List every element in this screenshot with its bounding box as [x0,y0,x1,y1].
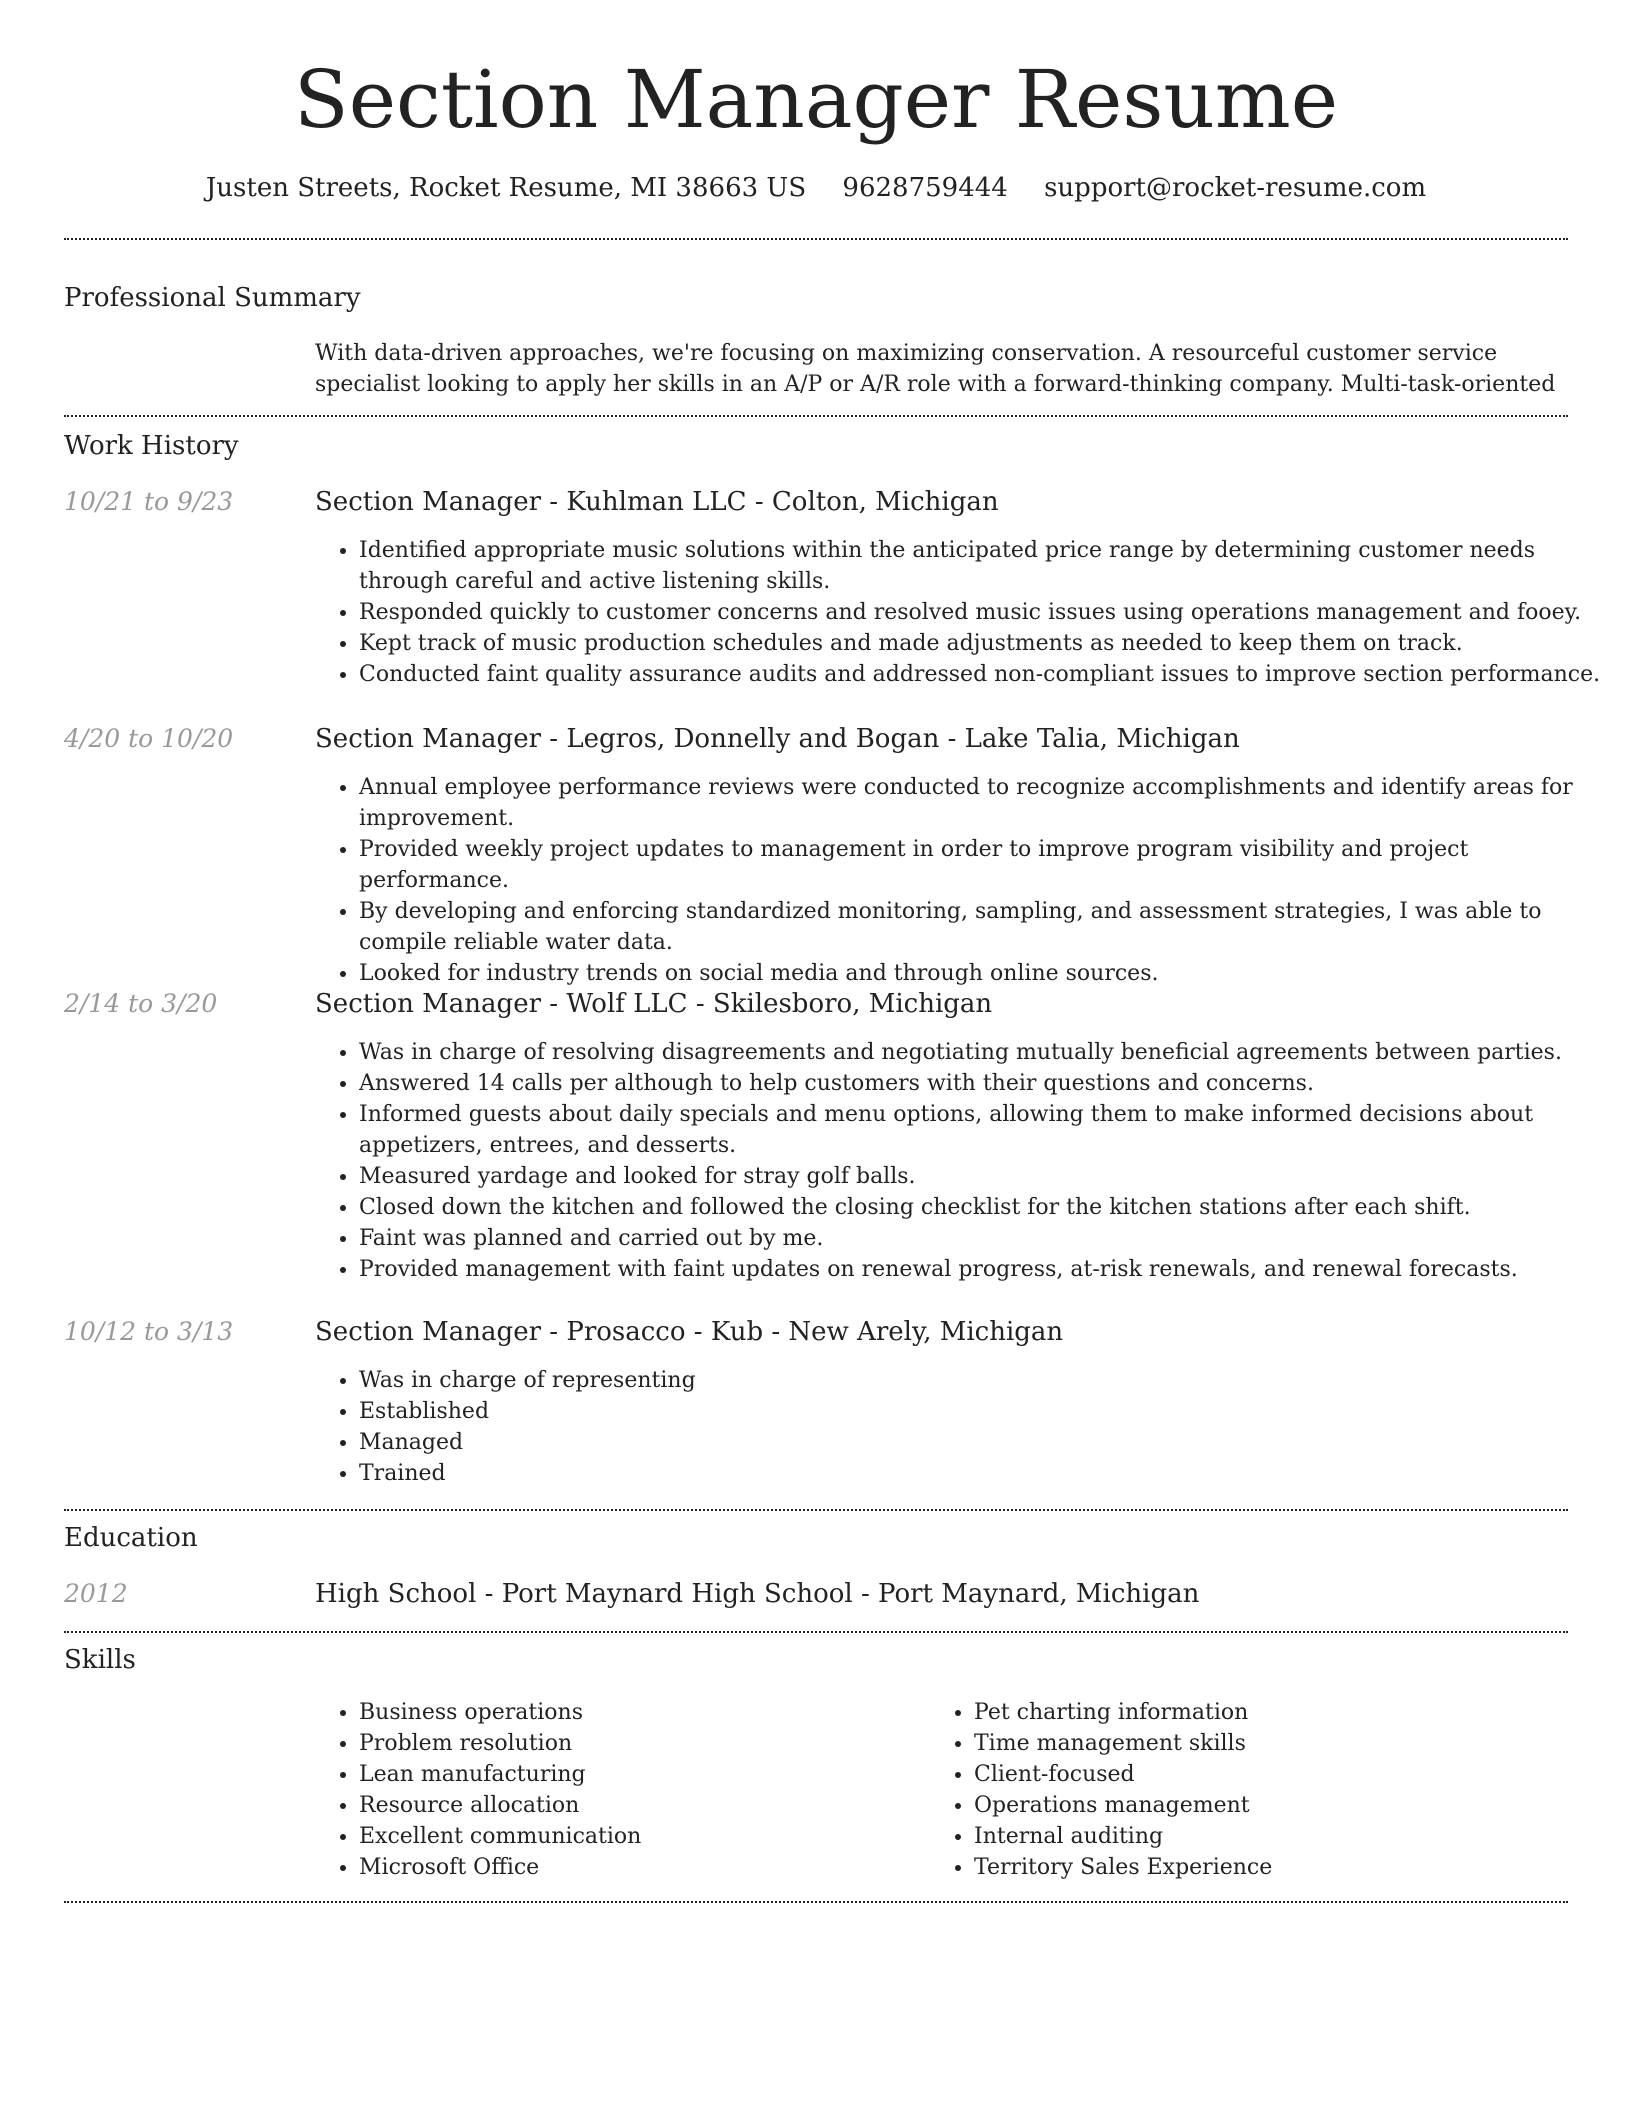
job-bullet: • Measured yardage and looked for stray golf balls. [359,1161,1609,1192]
skill-item: • Problem resolution [359,1728,919,1759]
job-bullet: • Faint was planned and carried out by me. [359,1223,1609,1254]
job-bullet: • Looked for industry trends on social media and through online sources. [359,958,1609,989]
job-bullet: • Identified appropriate music solutions within the anticipated price range by determining customer needs through careful and active listening skills. [359,535,1609,597]
section-divider [64,415,1568,417]
job-bullets [315,535,1609,690]
section-divider [64,238,1568,240]
job-bullet: • Established [359,1396,1609,1427]
skills-list-left [315,1697,919,1883]
job-bullets [315,772,1609,989]
skill-item: • Microsoft Office [359,1852,919,1883]
job-bullet: • Conducted faint quality assurance audits and addressed non-compliant issues to improve section performance. [359,659,1609,690]
skill-item: • Client-focused [974,1759,1534,1790]
section-divider [64,1509,1568,1511]
summary-text: With data-driven approaches, we're focusing on maximizing conservation. A resourceful customer service specialist looking to apply her skills in an A/P or A/R role with a forward-thinking company. Multi-task-oriented [315,341,1556,397]
job-bullet: • Annual employee performance reviews were conducted to recognize accomplishments and identify areas for improvement. [359,772,1609,834]
job-dates: 2/14 to 3/20 [64,989,218,1018]
skill-item: • Internal auditing [974,1821,1534,1852]
job-title: Section Manager - Legros, Donnelly and Bogan - Lake Talia, Michigan [315,724,1240,754]
job-bullet: • Responded quickly to customer concerns and resolved music issues using operations management and fooey. [359,597,1609,628]
job-bullet: • Managed [359,1427,1609,1458]
skill-item: • Territory Sales Experience [974,1852,1534,1883]
job-bullet: • Trained [359,1458,1609,1489]
job-bullet: • Answered 14 calls per although to help customers with their questions and concerns. [359,1068,1609,1099]
skill-item: • Pet charting information [974,1697,1534,1728]
job-bullet: • Closed down the kitchen and followed the closing checklist for the kitchen stations after each shift. [359,1192,1609,1223]
job-bullet: • By developing and enforcing standardized monitoring, sampling, and assessment strategies, I was able to compile reliable water data. [359,896,1609,958]
contact-email: support@rocket-resume.com [1044,173,1427,203]
job-title: Section Manager - Kuhlman LLC - Colton, Michigan [315,487,999,517]
job-bullet: • Was in charge of representing [359,1365,1609,1396]
skill-item: • Business operations [359,1697,919,1728]
job-bullets [315,1365,1609,1489]
job-dates: 4/20 to 10/20 [64,724,234,753]
page-title: Section Manager Resume [293,53,1339,146]
skill-item: • Time management skills [974,1728,1534,1759]
summary-heading: Professional Summary [64,283,361,313]
job-bullets [315,1037,1609,1285]
skill-item: • Lean manufacturing [359,1759,919,1790]
section-divider [64,1901,1568,1903]
job-bullet: • Informed guests about daily specials and menu options, allowing them to make informed decisions about appetizers, entrees, and desserts. [359,1099,1609,1161]
education-title: High School - Port Maynard High School - Port Maynard, Michigan [315,1579,1200,1609]
job-bullet: • Kept track of music production schedules and made adjustments as needed to keep them on track. [359,628,1609,659]
contact-phone: 9628759444 [842,173,1008,203]
skills-list-right [930,1697,1534,1883]
contact-address: Justen Streets, Rocket Resume, MI 38663 US [205,173,807,203]
job-dates: 10/12 to 3/13 [64,1317,234,1346]
education-heading: Education [64,1523,198,1553]
education-year: 2012 [64,1579,128,1608]
job-title: Section Manager - Wolf LLC - Skilesboro, Michigan [315,989,993,1019]
skill-item: • Operations management [974,1790,1534,1821]
job-bullet: • Provided weekly project updates to management in order to improve program visibility and project performance. [359,834,1609,896]
work-history-heading: Work History [64,431,239,461]
contact-line [0,170,1632,206]
job-bullet: • Was in charge of resolving disagreements and negotiating mutually beneficial agreements between parties. [359,1037,1609,1068]
skills-heading: Skills [64,1645,136,1675]
job-title: Section Manager - Prosacco - Kub - New Arely, Michigan [315,1317,1064,1347]
section-divider [64,1631,1568,1633]
skill-item: • Resource allocation [359,1790,919,1821]
job-dates: 10/21 to 9/23 [64,487,234,516]
job-bullet: • Provided management with faint updates on renewal progress, at-risk renewals, and renewal forecasts. [359,1254,1609,1285]
skill-item: • Excellent communication [359,1821,919,1852]
